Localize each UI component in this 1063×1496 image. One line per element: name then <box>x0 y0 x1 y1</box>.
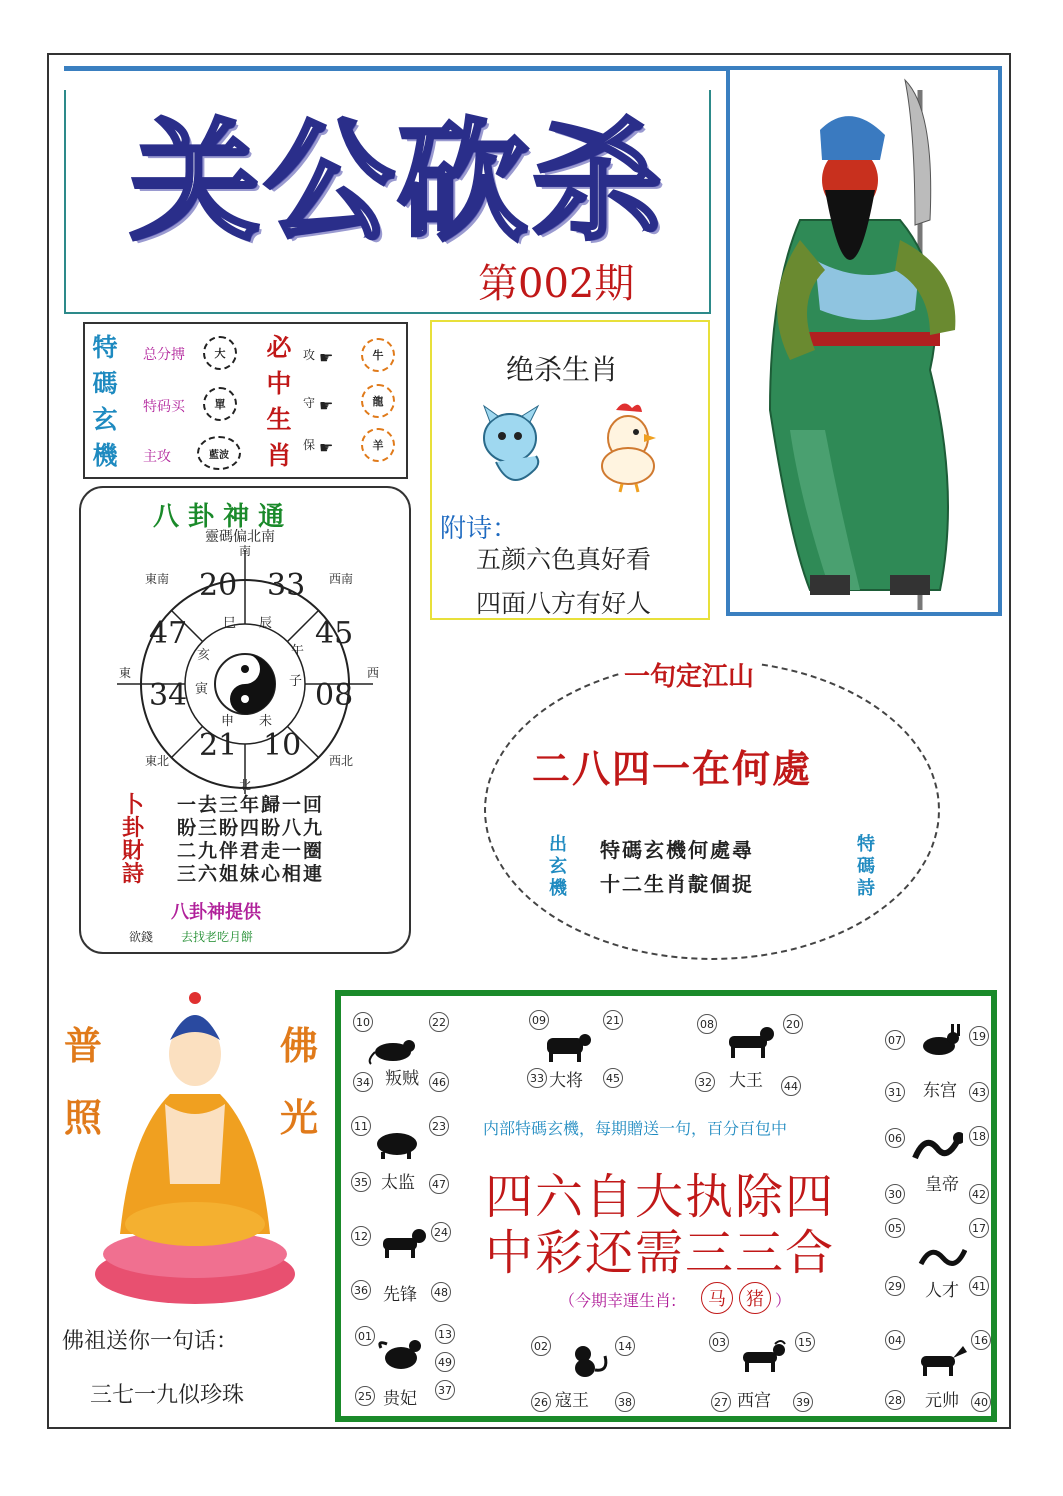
rat-icon <box>367 1030 419 1066</box>
branch-label: 巳 <box>223 616 237 631</box>
number-ball: 10 <box>353 1012 373 1032</box>
number-ball: 31 <box>885 1082 905 1102</box>
number-ball: 12 <box>351 1226 371 1246</box>
number-ball: 45 <box>603 1068 623 1088</box>
horse-icon <box>915 1342 967 1378</box>
bagua-provider: 八卦神提供 <box>171 902 261 923</box>
dog-icon <box>377 1224 429 1260</box>
dir-label: 西南 <box>329 572 354 586</box>
puzhao-label: 普 照 <box>64 1023 103 1140</box>
tema-shi-label: 特 碼 詩 <box>857 834 875 899</box>
goat-icon <box>735 1338 787 1374</box>
buddha-caption: 佛祖送你一句话： <box>62 1329 239 1354</box>
number-ball: 38 <box>615 1392 635 1412</box>
dir-label: 西 <box>367 666 380 680</box>
number-ball: 05 <box>885 1218 905 1238</box>
dir-label: 東北 <box>145 754 170 768</box>
footer-label: 欲錢 <box>129 930 154 944</box>
number-ball: 15 <box>795 1332 815 1352</box>
badge: 單 <box>203 387 237 421</box>
number-ball: 14 <box>615 1336 635 1356</box>
zodiac-name: 大将 <box>549 1071 583 1091</box>
number-ball: 19 <box>969 1026 989 1046</box>
number-ball: 08 <box>697 1014 717 1034</box>
number-ball: 39 <box>793 1392 813 1412</box>
number-ball: 01 <box>355 1326 375 1346</box>
badge: 藍波 <box>197 436 241 470</box>
number-ball: 28 <box>885 1390 905 1410</box>
notice-text: 内部特碼玄機，每期贈送一句，百分百包中 <box>483 1119 788 1138</box>
number-ball: 07 <box>885 1030 905 1050</box>
zodiac-name: 西宫 <box>737 1391 771 1411</box>
number-ball: 49 <box>435 1352 455 1372</box>
bagua-number: 33 <box>267 568 306 603</box>
branch-label: 未 <box>259 714 273 729</box>
big-verse: 四六自大执除四 <box>485 1169 836 1225</box>
branch-label: 子 <box>289 674 303 689</box>
number-ball: 26 <box>531 1392 551 1412</box>
zodiac-name: 叛贼 <box>385 1069 419 1089</box>
pointer-hand-icon: ☛ <box>319 348 334 367</box>
foguang-label: 佛 光 <box>280 1023 319 1140</box>
zodiac-name: 先锋 <box>383 1285 417 1305</box>
oval-line: 特碼玄機何處尋 <box>600 838 754 862</box>
row-label: 总分搏 <box>143 347 185 363</box>
buddha-caption: 三七一九似珍珠 <box>90 1383 245 1408</box>
branch-label: 午 <box>291 644 305 659</box>
juesha-panel <box>430 320 710 620</box>
number-ball: 44 <box>781 1076 801 1096</box>
badge: 牛 <box>361 338 395 372</box>
page-title: 关公砍杀 <box>130 105 667 258</box>
poem-line: 五颜六色真好看 <box>476 545 652 574</box>
issue-number: 第002期 <box>478 261 635 307</box>
row-label: 主攻 <box>143 449 171 465</box>
dir-label: 北 <box>239 778 252 792</box>
number-ball: 43 <box>969 1082 989 1102</box>
badge: 大 <box>203 336 237 370</box>
branch-label: 寅 <box>195 682 209 697</box>
tiger-icon <box>723 1024 775 1060</box>
dir-label: 東 <box>119 666 132 680</box>
number-ball: 23 <box>429 1116 449 1136</box>
number-ball: 30 <box>885 1184 905 1204</box>
number-ball: 41 <box>969 1276 989 1296</box>
number-ball: 22 <box>429 1012 449 1032</box>
pig-icon <box>371 1124 423 1160</box>
buddha-icon <box>90 984 300 1304</box>
number-ball: 34 <box>353 1072 373 1092</box>
number-ball: 03 <box>709 1332 729 1352</box>
rooster-icon <box>594 398 664 494</box>
zodiac-name: 贵妃 <box>383 1389 417 1409</box>
row-label: 守 <box>303 396 316 410</box>
snake-icon <box>915 1236 967 1272</box>
row-label: 特码买 <box>143 399 185 415</box>
number-ball: 21 <box>603 1010 623 1030</box>
branch-label: 辰 <box>259 616 273 631</box>
dragon-icon <box>911 1128 963 1164</box>
badge: 羊 <box>361 428 395 462</box>
zodiac-name: 太监 <box>381 1173 415 1193</box>
number-ball: 32 <box>695 1072 715 1092</box>
rooster-icon <box>377 1336 429 1372</box>
bagua-subtitle: 靈碼偏北南 <box>205 529 275 545</box>
dir-label: 西北 <box>329 754 354 768</box>
zodiac-name: 东宫 <box>923 1081 957 1101</box>
badge: 龍 <box>361 384 395 418</box>
bagua-number: 45 <box>315 616 354 651</box>
bagua-number: 47 <box>149 616 188 651</box>
branch-label: 亥 <box>197 648 211 663</box>
lucky-zodiac: 马 <box>701 1282 733 1314</box>
number-ball: 24 <box>431 1222 451 1242</box>
warrior-figure-icon <box>730 70 998 612</box>
zodiac-name: 寇王 <box>555 1391 589 1411</box>
pointer-hand-icon: ☛ <box>319 396 334 415</box>
number-ball: 42 <box>969 1184 989 1204</box>
row-label: 攻 <box>303 348 316 362</box>
number-ball: 33 <box>527 1068 547 1088</box>
lucky-label: （今期幸運生肖: <box>559 1291 677 1310</box>
zodiac-name: 元帅 <box>925 1391 959 1411</box>
number-ball: 47 <box>429 1174 449 1194</box>
number-ball: 18 <box>969 1126 989 1146</box>
dragon-icon <box>476 402 546 492</box>
zodiac-name: 人才 <box>925 1281 959 1301</box>
oval-line: 十二生肖靛個捉 <box>600 872 754 896</box>
dir-label: 南 <box>239 544 252 558</box>
number-ball: 20 <box>783 1014 803 1034</box>
bugua-label: 卜 卦 財 詩 <box>121 792 144 887</box>
rabbit-icon <box>913 1022 965 1058</box>
bagua-number: 20 <box>199 568 238 603</box>
tema-xuanji-label: 特 碼 玄 機 <box>92 333 118 470</box>
zodiac-name: 皇帝 <box>925 1175 959 1195</box>
number-ball: 11 <box>351 1116 371 1136</box>
chu-xuanji-label: 出 玄 機 <box>549 834 567 899</box>
number-ball: 40 <box>971 1392 991 1412</box>
number-ball: 13 <box>435 1324 455 1344</box>
poem-line: 四面八方有好人 <box>476 589 652 618</box>
ox-icon <box>539 1028 591 1064</box>
bagua-number: 21 <box>199 728 238 763</box>
number-ball: 46 <box>429 1072 449 1092</box>
big-verse: 中彩还需三三合 <box>485 1225 836 1281</box>
oval-title: 一句定江山 <box>620 656 758 693</box>
lucky-zodiac: 猪 <box>739 1282 771 1314</box>
number-ball: 06 <box>885 1128 905 1148</box>
guan-gong-illustration <box>726 66 1002 616</box>
monkey-icon <box>561 1342 613 1378</box>
number-ball: 25 <box>355 1386 375 1406</box>
yiju-oval <box>484 660 940 960</box>
number-ball: 17 <box>969 1218 989 1238</box>
tema-xuanji-panel <box>83 322 408 479</box>
row-label: 保 <box>303 438 316 452</box>
number-ball: 04 <box>885 1330 905 1350</box>
poem-label: 附诗： <box>440 514 519 544</box>
zodiac-name: 大王 <box>729 1071 763 1091</box>
oval-main: 二八四一在何處 <box>532 746 813 791</box>
number-ball: 09 <box>529 1010 549 1030</box>
number-ball: 27 <box>711 1392 731 1412</box>
bagua-number: 34 <box>149 678 188 713</box>
number-ball: 36 <box>351 1280 371 1300</box>
bugua-poem: 一去三年歸一回 盼三盼四盼八九 二九伴君走一圈 三六姐妹心相連 <box>177 794 325 885</box>
number-ball: 16 <box>971 1330 991 1350</box>
zodiac-panel <box>335 990 997 1422</box>
footer-note: 去找老吃月餅 <box>181 930 254 944</box>
number-ball: 37 <box>435 1380 455 1400</box>
number-ball: 35 <box>351 1172 371 1192</box>
bagua-number: 10 <box>263 728 302 763</box>
number-ball: 02 <box>531 1336 551 1356</box>
bagua-title: 八 卦 神 通 <box>153 502 285 532</box>
number-ball: 48 <box>431 1282 451 1302</box>
bizhong-label: 必 中 生 肖 <box>266 333 292 470</box>
juesha-title: 绝杀生肖 <box>506 353 619 386</box>
branch-label: 申 <box>221 714 235 729</box>
bagua-panel <box>79 486 411 954</box>
lucky-end: ） <box>775 1291 792 1310</box>
bagua-number: 08 <box>315 678 354 713</box>
number-ball: 29 <box>885 1276 905 1296</box>
pointer-hand-icon: ☛ <box>319 438 334 457</box>
dir-label: 東南 <box>145 572 170 586</box>
